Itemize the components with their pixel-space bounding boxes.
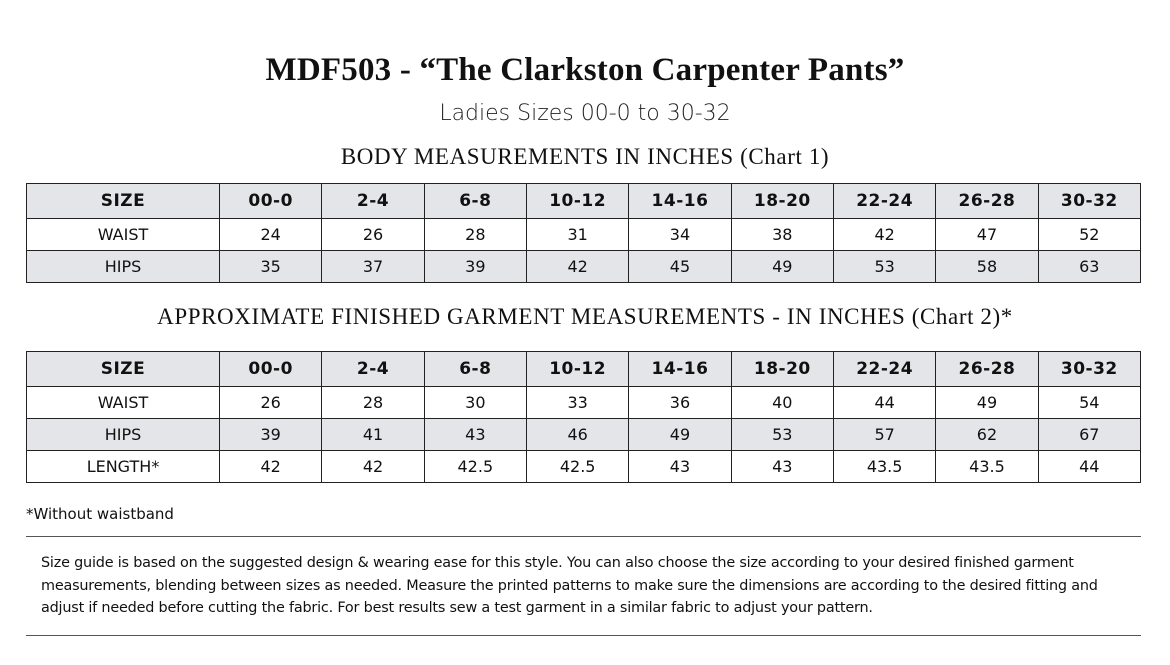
measurement-cell: 41	[322, 419, 424, 451]
size-column-header: 30-32	[1038, 184, 1140, 219]
size-column-header: 2-4	[322, 352, 424, 387]
page-title: MDF503 - “The Clarkston Carpenter Pants”	[265, 52, 905, 88]
measurement-cell: 30	[424, 387, 526, 419]
measurement-cell: 49	[731, 251, 833, 283]
chart2-heading: APPROXIMATE FINISHED GARMENT MEASUREMENTS - IN INCHES (Chart 2)*	[157, 304, 1013, 329]
measurement-cell: 42	[322, 451, 424, 483]
measurement-cell: 42.5	[526, 451, 628, 483]
divider-top	[26, 536, 1141, 537]
measurement-cell: 53	[833, 251, 935, 283]
table-header-row	[27, 184, 1141, 219]
size-column-header: 14-16	[629, 352, 731, 387]
measurement-cell: 44	[1038, 451, 1140, 483]
measurement-cell: 38	[731, 219, 833, 251]
measurement-cell: 42.5	[424, 451, 526, 483]
measurement-cell: 26	[322, 219, 424, 251]
measurement-cell: 67	[1038, 419, 1140, 451]
table-row	[27, 419, 1141, 451]
measurement-cell: 34	[629, 219, 731, 251]
size-guide-text: Size guide is based on the suggested design & wearing ease for this style. You can also choose the size according to your desired finished garment measurements, blending between sizes as needed. Measure the printed patterns to make sure the dimensions are according to the desired fitting and adjust if needed before cutting the fabric. For best results sew a test garment in a similar fabric to adjust your pattern.	[41, 555, 1098, 616]
measurement-cell: 47	[936, 219, 1038, 251]
table-row	[27, 387, 1141, 419]
size-column-header: 26-28	[936, 352, 1038, 387]
row-label: WAIST	[27, 387, 220, 419]
size-column-header: 6-8	[424, 184, 526, 219]
size-column-header: 18-20	[731, 352, 833, 387]
size-column-header: 26-28	[936, 184, 1038, 219]
measurement-cell: 31	[526, 219, 628, 251]
size-column-header: 10-12	[526, 352, 628, 387]
measurement-cell: 63	[1038, 251, 1140, 283]
divider-bottom	[26, 635, 1141, 636]
measurement-cell: 43.5	[936, 451, 1038, 483]
measurement-cell: 35	[220, 251, 322, 283]
measurement-cell: 43	[731, 451, 833, 483]
body-measurements-table	[26, 183, 1141, 283]
size-column-header: 22-24	[833, 184, 935, 219]
size-column-header: 00-0	[220, 352, 322, 387]
footnote: *Without waistband	[26, 505, 174, 523]
table-row	[27, 219, 1141, 251]
measurement-cell: 43.5	[833, 451, 935, 483]
chart1-body	[27, 184, 1141, 283]
table-row	[27, 251, 1141, 283]
measurement-cell: 37	[322, 251, 424, 283]
table-row	[27, 451, 1141, 483]
measurement-cell: 52	[1038, 219, 1140, 251]
measurement-cell: 28	[424, 219, 526, 251]
measurement-cell: 49	[936, 387, 1038, 419]
row-label: WAIST	[27, 219, 220, 251]
size-header-cell: SIZE	[27, 352, 220, 387]
size-column-header: 6-8	[424, 352, 526, 387]
measurement-cell: 46	[526, 419, 628, 451]
measurement-cell: 44	[833, 387, 935, 419]
measurement-cell: 57	[833, 419, 935, 451]
measurement-cell: 45	[629, 251, 731, 283]
row-label: LENGTH*	[27, 451, 220, 483]
chart2-body	[27, 352, 1141, 483]
size-column-header: 30-32	[1038, 352, 1140, 387]
table-header-row	[27, 352, 1141, 387]
measurement-cell: 26	[220, 387, 322, 419]
measurement-cell: 54	[1038, 387, 1140, 419]
measurement-cell: 39	[220, 419, 322, 451]
size-header-cell: SIZE	[27, 184, 220, 219]
measurement-cell: 42	[220, 451, 322, 483]
measurement-cell: 58	[936, 251, 1038, 283]
measurement-cell: 33	[526, 387, 628, 419]
measurement-cell: 36	[629, 387, 731, 419]
measurement-cell: 28	[322, 387, 424, 419]
measurement-cell: 53	[731, 419, 833, 451]
size-column-header: 2-4	[322, 184, 424, 219]
measurement-cell: 42	[526, 251, 628, 283]
measurement-cell: 43	[424, 419, 526, 451]
measurement-cell: 62	[936, 419, 1038, 451]
row-label: HIPS	[27, 251, 220, 283]
measurement-cell: 49	[629, 419, 731, 451]
measurement-cell: 24	[220, 219, 322, 251]
row-label: HIPS	[27, 419, 220, 451]
measurement-cell: 43	[629, 451, 731, 483]
size-column-header: 10-12	[526, 184, 628, 219]
measurement-cell: 42	[833, 219, 935, 251]
size-column-header: 00-0	[220, 184, 322, 219]
measurement-cell: 39	[424, 251, 526, 283]
garment-measurements-table	[26, 351, 1141, 483]
measurement-cell: 40	[731, 387, 833, 419]
size-column-header: 22-24	[833, 352, 935, 387]
size-column-header: 14-16	[629, 184, 731, 219]
size-column-header: 18-20	[731, 184, 833, 219]
size-range-subtitle: Ladies Sizes 00-0 to 30-32	[439, 101, 731, 126]
chart1-heading: BODY MEASUREMENTS IN INCHES (Chart 1)	[340, 144, 830, 169]
